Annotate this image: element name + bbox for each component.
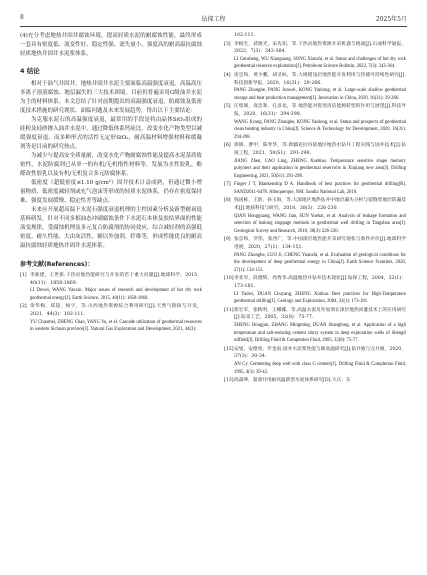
reference-text (234, 236, 406, 274)
reference-number: [10] (224, 276, 234, 282)
intro-paragraph: (4)充分考虑地热井固井腐蚀环境，提高轻质水泥的耐腐蚀性能。最终形成一套具有密度低、流变性好、稳定性强、滤失量小、强度高的耐高温抗腐蚀轻质地热井固井水泥浆体系。 (20, 33, 202, 57)
reference-line: 庞忠和，黄少鹏，胡圣标，等.大规模浅层地热能开发利用与热储可持续性研究[J].科技创新导报，2020，16(31)：29-266. (234, 72, 406, 86)
reference-text (234, 377, 406, 385)
reference-line: YU Chaomei, ZHENG Chao, YANG Yu, et al. Cascade utilization of geothermal resources in western Sichuan province[J]. Natural Gas Exploration and Development, 2021, 44(3): (30, 319, 202, 333)
reference-item (224, 72, 406, 102)
reference-number: [12] (224, 346, 234, 352)
left-column (20, 32, 202, 335)
reference-line: 李亚军，段德辉，周秀华.高温地热井钻井技术现状[J].钻探工程，2004，32(1)：173-181. (234, 276, 406, 289)
reference-item (20, 272, 202, 302)
reference-line: 汪集旸，庞忠和，孔彦龙，等.地热能对促进清洁能源转型的作用与展望[J].科技导报，2020，16(31)：294-298. (234, 104, 406, 117)
journal-name: 钻探工程 (201, 16, 226, 23)
reference-line: 余华梅，郑超，杨宇，等.川西地热资源综合利用研究[J].天然气勘探与开发，2021，44(3)：102-111. (30, 304, 202, 317)
reference-item (224, 275, 406, 305)
reference-text (234, 275, 406, 305)
conclusion-paragraph: 相对于油气井固井，地热井固井水泥主要面临高温强度衰退、高温高压多离子溶液腐蚀、地层漏失的三大技术困境。目前仍普遍采用G级油井水泥为主的材料体系。本文总结了针对前期提出的高温强度衰退、防腐蚀及低密度技术措施的研究现状、面临问题及未来发展趋势，得出以下主要结论： (20, 81, 202, 114)
reference-line: 李新建，王世新.干热岩地热能研究与开发的若干重大问题[J].地球科学，2015，40(11)：1858-1869. (30, 273, 202, 286)
reference-line: 钱国栋，王新，孙玉海，等.大深地区地热钻井中地层漏失分析与裂缝型地层防漏技术[J].地质科技与研究，2018，38(3)：226-230. (234, 198, 406, 212)
conclusion-paragraph: 为减少与提高安全质量耐，改变水化产物耐腐蚀性能及提高水泥基质致密性，水泥防腐剂已从单一的有机/无机惰性材料等，发展为水性胶乳、酚醛改性胶乳以及有机/无机复合多元防腐体系。 (20, 153, 202, 177)
reference-text (234, 41, 406, 71)
reference-item (224, 307, 406, 345)
reference-line: 李根生，武晓光，宋先知，等.干热岩地热资源开采机遇与挑战[J].石油科学通报，2022，7(3)：343-364. (234, 41, 406, 55)
reference-line: 张忠和，罗伟，张西广，等.中国深层地热能开采研究现状与条件评价[J].地球科学进展，2020，27(1)：134-151. (234, 237, 406, 251)
references-list-left (20, 272, 202, 334)
reference-item (20, 303, 202, 333)
reference-line: WANG Jiyang, PANG Zhonghe, KONG Yanlong, et al. Status and prospects of geothermal clean heating industry in China[J]. Science & Technology for Development, 2020, 16(31): 294-298. (234, 119, 406, 140)
reference-number: [4] (224, 72, 231, 78)
reference-line: LI Yadwi, DUAN Chuyang, ZHENG Xiubua. Best practices for High-Temperature geothermal drilling[J]. Geology and Exploration, 2004, 32(1): 173-181. (234, 291, 406, 305)
reference-line: 安旭，安德勇，罗金雨.固井水泥浆性能与耐高温研究[J].钻井液与完井液，2020，37(3)：30-34. (234, 346, 406, 360)
reference-number: [1] (20, 273, 27, 278)
references-list-right (224, 32, 406, 385)
reference-line: LI Dewei, WANG Yanxin. Major issues of research and development of hot dry rock geothermal energy[J]. Earth Science, 2015, 40(11): 1858-1869. (30, 288, 202, 301)
running-header (20, 12, 407, 27)
reference-number: [11] (224, 307, 234, 313)
reference-item (224, 181, 406, 196)
issue-date: 2025年5月 (375, 16, 407, 23)
conclusion-paragraph: 未来应开展超高温下水泥石强度衰退机理的主控因素分析及新型耐衰退基料研发，针对不同多相油态冲刷腐蚀条件下水泥石本体及胶结界面的性能演变规律，受腐蚀机理及多元复合防腐剂的协同效应，综合减轻剂的高强低密度、耐久性能、大由灰活性，辅以外加剂、纤维等，形成性能优良的耐高温抗腐蚀轻质地热井固井水泥体系。 (20, 207, 202, 249)
conclusion-paragraph: 为克服水泥石的高温强度衰退，最常用的手段是将由晶体SiO₂组成的硅粉及硅砂掺入油井水泥中，通过降低体系钙硅比，改变水化产物类型以减缓强度衰退。而多种形式的活性无定形SiO₂，耐高温材料增强材料和缓凝剂等是目前的研究热点。 (20, 117, 202, 150)
reference-number: [9] (224, 237, 231, 243)
reference-number: [13] (224, 378, 234, 384)
reference-line: AN Cy. Cementing deep well with class G cement[J]. Drilling Fluid & Completion Fluid, 1995, 4(3): 39-42. (234, 361, 406, 375)
reference-number: [8] (224, 198, 231, 204)
conclusion-paragraph: 低密度（超低密度≤1.10 g/cm³）固井技术日益成熟，但通过微小增量物质、低密度减轻剂或充气泡沫等形成的轻质水泥体系，仍存在密度保持难、强度发展缓慢、稳定性差等缺点。 (20, 180, 202, 204)
reference-item (224, 346, 406, 376)
reference-line: QIAN Hongguang, WANG Jian, SUN Yuehai, et al. Analysis of leakage formation and selection of leaking stoppage methods in geothermal well drilling in Tangshan area[J]. Geological Survey and Research, 2018, 38(3): 226-230. (234, 213, 406, 234)
reference-number: [7] (224, 182, 231, 188)
section-title: 4 结论 (20, 67, 40, 75)
reference-number: [2] (20, 304, 27, 310)
reference-line: ZHENG Hongjun, ZHANG Mingming, DUAN Shanglong, et al. Application of a high temperature and salt-resisting cement slurry system in deep exploration wells of Shengli oilfield[J]. Drilling Fluid & Completion Fluid, 2005, 32(8): 75-77. (234, 322, 406, 344)
reference-text (30, 272, 202, 302)
reference-item (224, 377, 406, 385)
reference-text (234, 142, 406, 180)
reference-line: LI Gensheng, WU Xiaoguang, SONG Xianzhi, et al. Status and challenges of hot dry rock geothermal resource exploitation[J]. Petroleum Science Bulletin, 2022, 7(3): 343-364. (234, 56, 406, 70)
reference-text (234, 181, 406, 196)
reference-item (224, 236, 406, 274)
reference-item (224, 41, 406, 71)
reference-text (30, 303, 202, 333)
reference-line: 郑宏军，张秋明，王娜娜，等.高温水泥及外加剂在深层地热回灌技术上的应用研究[J].钻采工艺，2005，32(8)：75-77. (234, 307, 406, 321)
reference-line: 102-111. (234, 33, 255, 38)
reference-item (224, 197, 406, 235)
reference-item (224, 142, 406, 180)
reference-text (234, 103, 406, 141)
reference-line: 蒋镇，曹甲，陈寿华，等.新疆克拉玛依地区地热水钻井工程实践与固井技术[J].钻探工程，2021，50(S1)：291-298. (234, 143, 406, 156)
reference-text (234, 197, 406, 235)
reference-number (224, 32, 234, 40)
right-column (224, 32, 406, 386)
reference-text (234, 307, 406, 345)
reference-line: PANG Zhonghe, LUO Ji, CHENG Yuanzhi, et al. Evaluation of geological conditions for the development of deep geothermal energy in China[J]. Earth Science Frontiers, 2020, 27(1): 134-151. (234, 252, 406, 273)
reference-text (234, 346, 406, 376)
reference-item (224, 103, 406, 141)
reference-line: 高森坤，超深井用耐高温新型水泥体系研究[D].大庆：东 (234, 378, 351, 384)
reference-number: [5] (224, 104, 231, 110)
reference-line: Finger J T, Blankenship D A. Handbook of best practices for geothermal drilling[R]. SAND2011-6478. Albuquerque, NM: Sandia National Lab, 2010. (234, 182, 406, 195)
reference-line: PANG Zhonghe, PANG Junwei, KONG Yanlong, et al. Large-scale shallow geothermal storage and heat production management[J]. Innovation in China, 2020, 16(31): 29-266. (234, 88, 406, 101)
reference-line: JIANG Zhen, CAO Ling, ZHENG Xuebiao. Temperature sensitive shape memory polymers and their application in geothermal reservoirs in Xinjiang new area[J]. Drilling Engineering, 2021, 50(S1): 291-298. (234, 158, 406, 179)
reference-item (224, 32, 406, 40)
references-title: 参考文献(References)： (20, 261, 94, 268)
reference-text (234, 32, 406, 40)
reference-number: [3] (224, 41, 231, 47)
reference-text (234, 72, 406, 102)
reference-number: [6] (224, 143, 231, 149)
page-number: 8 (20, 14, 24, 21)
